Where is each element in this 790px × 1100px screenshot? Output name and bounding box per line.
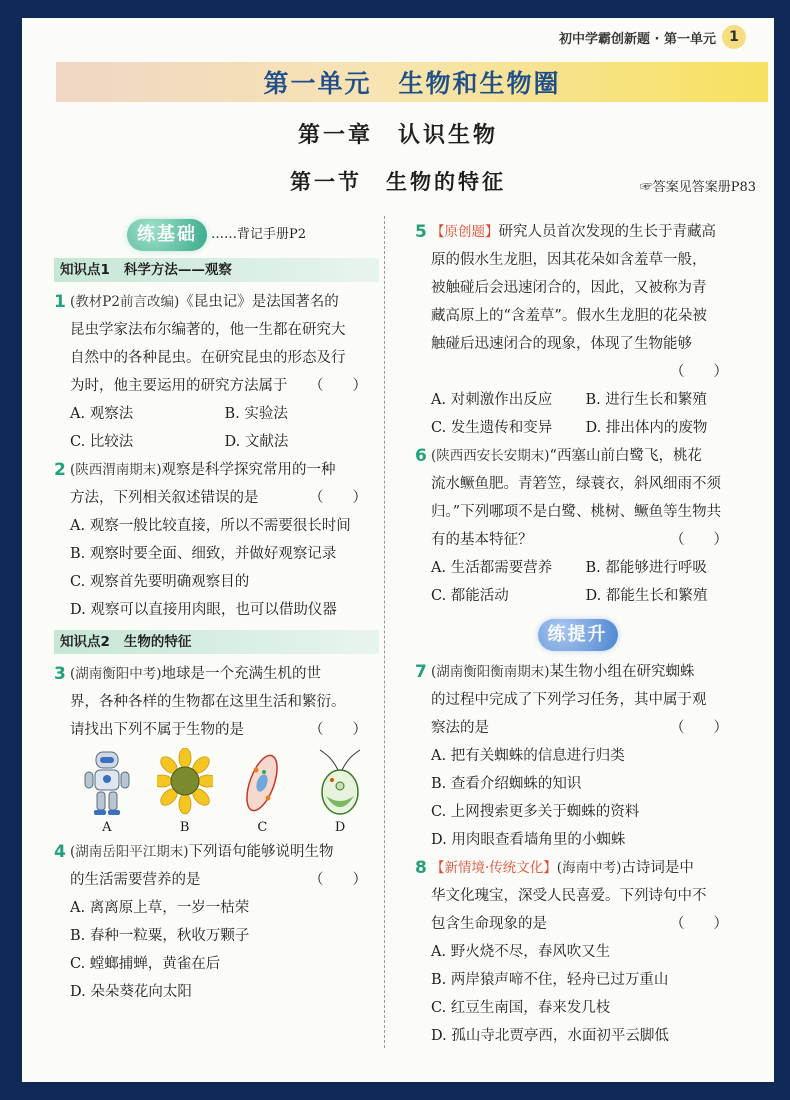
q6-line: 归。”下列哪项不是白鹭、桃树、鳜鱼等生物共 [431, 504, 722, 520]
answer-reference: ☞答案见答案册P83 [639, 180, 756, 195]
q5-option-a: A. 对刺激作出反应 [431, 392, 553, 408]
advanced-practice-badge: 练提升 [538, 619, 618, 651]
advanced-practice-header [415, 618, 740, 652]
question-3 [54, 660, 379, 744]
q6-option-b: B. 都能够进行呼吸 [585, 560, 707, 576]
right-column [415, 218, 740, 1050]
q3-number: 3 [54, 664, 66, 684]
answer-bracket: （ ） [309, 378, 367, 394]
basic-practice-badge: 练基础 [127, 219, 207, 251]
q5-options [415, 386, 740, 442]
q8-option-b: B. 两岸猿声啼不住，轻舟已过万重山 [431, 972, 669, 988]
answer-bracket: （ ） [670, 532, 728, 548]
q6-options [415, 554, 740, 610]
q1-line: 昆虫学家法布尔编著的，他一生都在研究大 [70, 322, 346, 338]
q7-option-d: D. 用肉眼查看墙角里的小蜘蛛 [431, 832, 626, 848]
question-4 [54, 838, 379, 894]
q7-line: 察法的是 [431, 720, 489, 736]
q8-line: 古诗词是中 [621, 860, 694, 876]
q7-source: (湖南衡阳衡南期末) [431, 664, 550, 680]
q1-line: 自然中的各种昆虫。在研究昆虫的形态及行 [70, 350, 346, 366]
figure-a-label: A [102, 820, 112, 835]
q3-line: 界，各种各样的生物都在这里生活和繁衍。 [70, 694, 346, 710]
q5-line: 被触碰后会迅速闭合的，因此，又被称为青 [431, 280, 707, 296]
q1-options [54, 400, 379, 456]
q5-number: 5 [415, 222, 427, 242]
q5-line: 触碰后迅速闭合的现象，体现了生物能够 [431, 336, 692, 352]
q2-number: 2 [54, 460, 66, 480]
answer-bracket: （ ） [670, 364, 728, 380]
q5-line: 研究人员首次发现的生长于青藏高 [498, 224, 716, 240]
unit-banner [56, 62, 768, 102]
q6-line: 流水鳜鱼肥。青箬笠，绿蓑衣，斜风细雨不须 [431, 476, 721, 492]
question-5 [415, 218, 740, 386]
sunflower-icon [157, 748, 213, 818]
q4-option-c: C. 螳螂捕蝉，黄雀在后 [70, 956, 221, 972]
q2-line: 观察是科学探究常用的一种 [161, 462, 336, 478]
answer-bracket: （ ） [309, 490, 367, 506]
question-1 [54, 288, 379, 400]
page-number: 1 [722, 25, 746, 49]
q6-option-a: A. 生活都需要营养 [431, 560, 553, 576]
unit-title: 第一单元 生物和生物圈 [263, 69, 561, 98]
q1-line: 为时，他主要运用的研究方法属于 [70, 378, 288, 394]
workbook-page [22, 18, 774, 1082]
q1-option-d: D. 文献法 [224, 434, 289, 450]
question-7 [415, 658, 740, 742]
figure-b-label: B [179, 820, 190, 835]
q1-source: (教材P2前言改编) [70, 294, 180, 310]
chlamydomonas-icon [312, 748, 368, 818]
q6-option-d: D. 都能生长和繁殖 [585, 588, 708, 604]
q8-option-a: A. 野火烧不尽，春风吹又生 [431, 944, 611, 960]
figure-c [227, 748, 297, 838]
knowledge-point-1 [54, 258, 379, 282]
section-title: 第一节 生物的特征 [290, 169, 506, 194]
q4-option-d: D. 朵朵葵花向太阳 [70, 984, 192, 1000]
q7-line: 的过程中完成了下列学习任务，其中属于观 [431, 692, 707, 708]
q2-option-a: A. 观察一般比较直接，所以不需要很长时间 [70, 518, 351, 534]
q2-line: 方法，下列相关叙述错误的是 [70, 490, 259, 506]
q6-option-c: C. 都能活动 [431, 588, 509, 604]
q7-line: 某生物小组在研究蜘蛛 [549, 664, 695, 680]
figure-b [150, 748, 220, 838]
q8-line: 华文化瑰宝，深受人民喜爱。下列诗句中不 [431, 888, 707, 904]
q5-option-d: D. 排出体内的废物 [585, 420, 708, 436]
q4-line: 下列语句能够说明生物 [188, 844, 334, 860]
q8-option-c: C. 红豆生南国，春来发几枝 [431, 1000, 611, 1016]
q8-source: (海南中考) [556, 860, 622, 876]
q6-source: (陕西西安长安期末) [431, 448, 550, 464]
figure-c-label: C [257, 820, 268, 835]
basic-practice-ref: ……背记手册P2 [210, 227, 307, 242]
q1-option-c: C. 比较法 [70, 434, 134, 450]
q5-option-b: B. 进行生长和繁殖 [585, 392, 707, 408]
q8-tag: 【新情境·传统文化】 [431, 860, 557, 876]
q3-figures [54, 748, 379, 838]
q2-option-c: C. 观察首先要明确观察目的 [70, 574, 250, 590]
answer-bracket: （ ） [670, 720, 728, 736]
robot-icon [79, 748, 135, 818]
q7-option-b: B. 查看介绍蜘蛛的知识 [431, 776, 582, 792]
q5-line: 藏高原上的“含羞草”。假水生龙胆的花朵被 [431, 308, 707, 324]
q4-source: (湖南岳阳平江期末) [70, 844, 189, 860]
question-8 [415, 854, 740, 938]
question-2 [54, 456, 379, 512]
basic-practice-header [54, 218, 379, 252]
q2-option-d: D. 观察可以直接用肉眼，也可以借助仪器 [70, 602, 337, 618]
q2-option-b: B. 观察时要全面、细致，并做好观察记录 [70, 546, 337, 562]
q3-source: (湖南衡阳中考) [70, 666, 162, 682]
q4-line: 的生活需要营养的是 [70, 872, 201, 888]
q1-line: 《昆虫记》是法国著名的 [179, 294, 339, 310]
q1-option-a: A. 观察法 [70, 406, 134, 422]
q4-option-b: B. 春种一粒粟，秋收万颗子 [70, 928, 250, 944]
q7-option-c: C. 上网搜索更多关于蜘蛛的资料 [431, 804, 640, 820]
q5-line: 原的假水生龙胆，因其花朵如含羞草一般， [431, 252, 707, 268]
q1-number: 1 [54, 292, 66, 312]
q6-number: 6 [415, 446, 427, 466]
q2-source: (陕西渭南期末) [70, 462, 162, 478]
q3-line: 地球是一个充满生机的世 [161, 666, 322, 682]
book-title: 初中学霸创新题 · 第一单元 [559, 31, 716, 47]
answer-bracket: （ ） [309, 872, 367, 888]
q1-option-b: B. 实验法 [224, 406, 288, 422]
chapter-title: 第一章 认识生物 [297, 122, 498, 148]
question-6 [415, 442, 740, 554]
q8-number: 8 [415, 858, 427, 878]
kp1-label: 知识点1 [60, 262, 110, 278]
q6-line: 有的基本特征？ [431, 532, 533, 548]
q3-line: 请找出下列不属于生物的是 [70, 722, 244, 738]
answer-bracket: （ ） [309, 722, 367, 738]
answer-bracket: （ ） [670, 916, 728, 932]
running-head [559, 24, 746, 50]
q4-option-a: A. 离离原上草，一岁一枯荣 [70, 900, 250, 916]
q8-line: 包含生命现象的是 [431, 916, 547, 932]
q6-line: “西塞山前白鹭飞，桃花 [549, 448, 702, 464]
figure-a [72, 748, 142, 838]
q7-number: 7 [415, 662, 427, 682]
q5-tag: 【原创题】 [431, 224, 499, 240]
q5-option-c: C. 发生遗传和变异 [431, 420, 553, 436]
figure-d-label: D [334, 820, 346, 835]
knowledge-point-2 [54, 630, 379, 654]
kp2-title: 生物的特征 [123, 634, 192, 650]
column-divider [384, 216, 385, 1048]
kp2-label: 知识点2 [60, 634, 110, 650]
paramecium-icon [234, 748, 290, 818]
left-column [54, 218, 379, 1006]
q4-number: 4 [54, 842, 66, 862]
q8-option-d: D. 孤山寺北贾亭西，水面初平云脚低 [431, 1028, 669, 1044]
q7-option-a: A. 把有关蜘蛛的信息进行归类 [431, 748, 625, 764]
kp1-title: 科学方法——观察 [123, 262, 232, 278]
figure-d [305, 748, 375, 838]
